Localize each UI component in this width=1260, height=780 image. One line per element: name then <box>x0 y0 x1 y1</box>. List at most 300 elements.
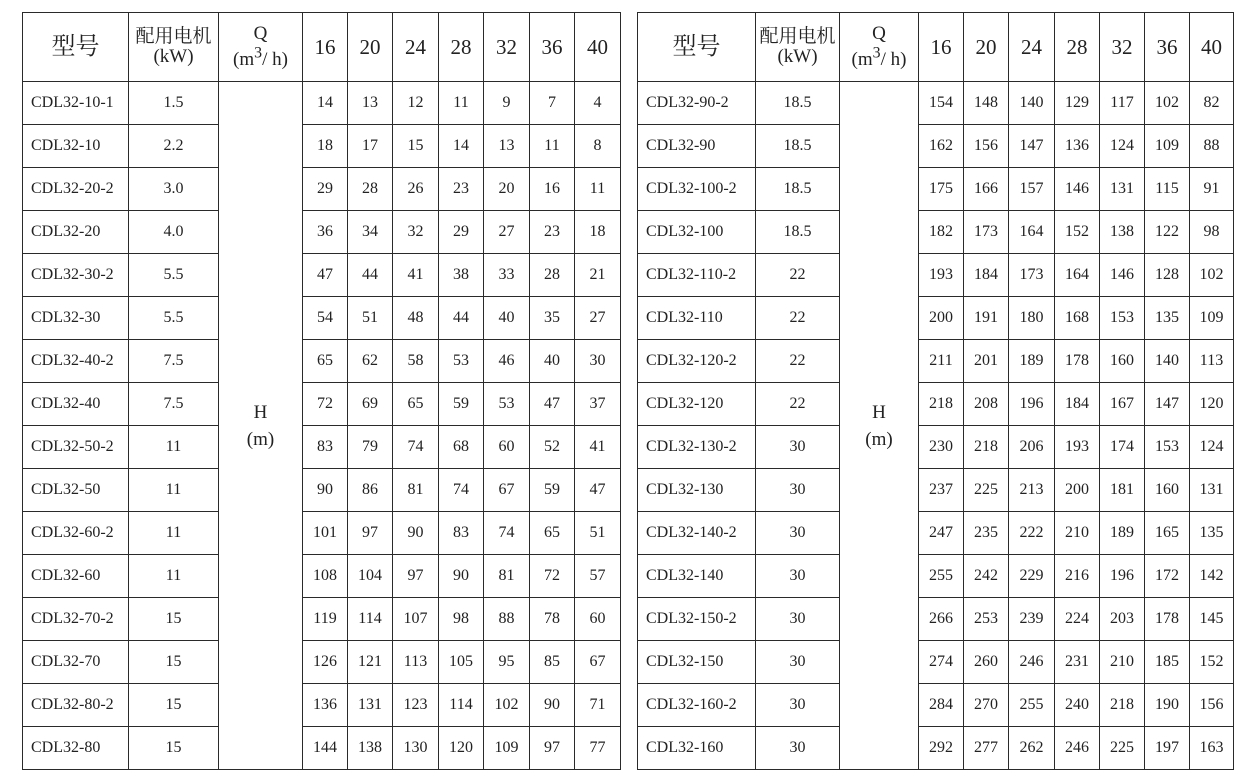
motor-header-label: 配用电机 <box>135 26 212 47</box>
table-row <box>23 168 621 211</box>
head-value-cell: 41 <box>575 426 621 469</box>
head-value-cell: 165 <box>1145 512 1190 555</box>
model-cell: CDL32-120-2 <box>638 340 756 383</box>
head-value-cell: 11 <box>575 168 621 211</box>
power-cell: 5.5 <box>129 297 219 340</box>
table-row <box>23 598 621 641</box>
table-row <box>23 426 621 469</box>
head-value-cell: 102 <box>484 684 530 727</box>
motor-header <box>129 13 219 82</box>
table-row <box>638 684 1234 727</box>
power-cell: 30 <box>756 598 840 641</box>
head-value-cell: 181 <box>1100 469 1145 512</box>
head-label: H <box>253 401 268 423</box>
header-row <box>638 13 1234 82</box>
flow-value-header: 20 <box>964 13 1009 82</box>
table-row <box>638 340 1234 383</box>
head-value-cell: 20 <box>484 168 530 211</box>
head-value-cell: 260 <box>964 641 1009 684</box>
head-value-cell: 225 <box>964 469 1009 512</box>
head-value-cell: 58 <box>393 340 439 383</box>
head-value-cell: 40 <box>484 297 530 340</box>
head-value-cell: 218 <box>919 383 964 426</box>
head-value-cell: 277 <box>964 727 1009 770</box>
head-value-cell: 46 <box>484 340 530 383</box>
head-value-cell: 79 <box>348 426 393 469</box>
power-cell: 18.5 <box>756 168 840 211</box>
power-cell: 4.0 <box>129 211 219 254</box>
head-value-cell: 95 <box>484 641 530 684</box>
model-cell: CDL32-30 <box>23 297 129 340</box>
flow-header-label: Q <box>872 22 886 44</box>
head-value-cell: 222 <box>1009 512 1055 555</box>
head-value-cell: 78 <box>530 598 575 641</box>
head-value-cell: 18 <box>575 211 621 254</box>
head-value-cell: 13 <box>348 82 393 125</box>
model-cell: CDL32-10 <box>23 125 129 168</box>
head-value-cell: 47 <box>530 383 575 426</box>
head-value-cell: 138 <box>348 727 393 770</box>
head-value-cell: 266 <box>919 598 964 641</box>
head-value-cell: 90 <box>439 555 484 598</box>
head-value-cell: 200 <box>1055 469 1100 512</box>
head-value-cell: 85 <box>530 641 575 684</box>
head-value-cell: 82 <box>1190 82 1234 125</box>
head-value-cell: 23 <box>439 168 484 211</box>
head-value-cell: 102 <box>1190 254 1234 297</box>
table-row <box>23 555 621 598</box>
flow-value-header: 20 <box>348 13 393 82</box>
model-cell: CDL32-130-2 <box>638 426 756 469</box>
power-cell: 22 <box>756 383 840 426</box>
flow-value-header: 28 <box>1055 13 1100 82</box>
head-value-cell: 11 <box>439 82 484 125</box>
head-value-cell: 157 <box>1009 168 1055 211</box>
head-value-cell: 4 <box>575 82 621 125</box>
head-value-cell: 14 <box>439 125 484 168</box>
table-row <box>23 125 621 168</box>
head-value-cell: 237 <box>919 469 964 512</box>
model-cell: CDL32-80 <box>23 727 129 770</box>
head-value-cell: 224 <box>1055 598 1100 641</box>
flow-value-header: 16 <box>919 13 964 82</box>
head-value-cell: 191 <box>964 297 1009 340</box>
head-value-cell: 128 <box>1145 254 1190 297</box>
power-cell: 11 <box>129 426 219 469</box>
table-row <box>638 82 1234 125</box>
head-value-cell: 109 <box>484 727 530 770</box>
head-value-cell: 154 <box>919 82 964 125</box>
head-value-cell: 74 <box>393 426 439 469</box>
head-value-cell: 90 <box>393 512 439 555</box>
head-value-cell: 12 <box>393 82 439 125</box>
power-cell: 1.5 <box>129 82 219 125</box>
head-value-cell: 190 <box>1145 684 1190 727</box>
head-value-cell: 129 <box>1055 82 1100 125</box>
head-unit-cell <box>840 82 919 770</box>
head-value-cell: 292 <box>919 727 964 770</box>
power-cell: 22 <box>756 297 840 340</box>
power-cell: 30 <box>756 512 840 555</box>
head-value-cell: 21 <box>575 254 621 297</box>
head-value-cell: 160 <box>1100 340 1145 383</box>
head-value-cell: 153 <box>1145 426 1190 469</box>
head-value-cell: 9 <box>484 82 530 125</box>
power-cell: 18.5 <box>756 125 840 168</box>
head-value-cell: 14 <box>303 82 348 125</box>
head-value-cell: 33 <box>484 254 530 297</box>
head-value-cell: 124 <box>1190 426 1234 469</box>
head-value-cell: 146 <box>1055 168 1100 211</box>
head-value-cell: 86 <box>348 469 393 512</box>
power-cell: 11 <box>129 512 219 555</box>
head-value-cell: 152 <box>1190 641 1234 684</box>
head-value-cell: 97 <box>530 727 575 770</box>
head-value-cell: 48 <box>393 297 439 340</box>
model-cell: CDL32-90 <box>638 125 756 168</box>
model-cell: CDL32-110 <box>638 297 756 340</box>
model-cell: CDL32-120 <box>638 383 756 426</box>
power-cell: 15 <box>129 684 219 727</box>
head-value-cell: 203 <box>1100 598 1145 641</box>
table-row <box>23 512 621 555</box>
head-value-cell: 114 <box>348 598 393 641</box>
model-header: 型号 <box>23 13 129 82</box>
power-cell: 3.0 <box>129 168 219 211</box>
head-value-cell: 28 <box>530 254 575 297</box>
table-row <box>638 383 1234 426</box>
flow-value-header: 16 <box>303 13 348 82</box>
flow-header-unit: ($m^3/$ h) <box>233 44 288 71</box>
model-cell: CDL32-40-2 <box>23 340 129 383</box>
head-value-cell: 196 <box>1100 555 1145 598</box>
head-value-cell: 235 <box>964 512 1009 555</box>
model-cell: CDL32-150-2 <box>638 598 756 641</box>
table-row <box>23 684 621 727</box>
head-value-cell: 211 <box>919 340 964 383</box>
head-value-cell: 193 <box>919 254 964 297</box>
table-row <box>23 211 621 254</box>
head-value-cell: 247 <box>919 512 964 555</box>
head-value-cell: 162 <box>919 125 964 168</box>
power-cell: 30 <box>756 727 840 770</box>
head-value-cell: 90 <box>530 684 575 727</box>
model-cell: CDL32-100-2 <box>638 168 756 211</box>
table-row <box>23 340 621 383</box>
head-value-cell: 108 <box>303 555 348 598</box>
head-value-cell: 27 <box>575 297 621 340</box>
model-cell: CDL32-140-2 <box>638 512 756 555</box>
head-value-cell: 121 <box>348 641 393 684</box>
model-cell: CDL32-50-2 <box>23 426 129 469</box>
model-cell: CDL32-30-2 <box>23 254 129 297</box>
table-row <box>23 469 621 512</box>
head-value-cell: 104 <box>348 555 393 598</box>
head-value-cell: 17 <box>348 125 393 168</box>
head-value-cell: 51 <box>348 297 393 340</box>
head-value-cell: 53 <box>484 383 530 426</box>
head-value-cell: 274 <box>919 641 964 684</box>
head-value-cell: 124 <box>1100 125 1145 168</box>
head-value-cell: 113 <box>1190 340 1234 383</box>
head-value-cell: 27 <box>484 211 530 254</box>
head-value-cell: 175 <box>919 168 964 211</box>
head-value-cell: 178 <box>1145 598 1190 641</box>
flow-value-header: 24 <box>1009 13 1055 82</box>
head-value-cell: 210 <box>1055 512 1100 555</box>
head-value-cell: 91 <box>1190 168 1234 211</box>
head-value-cell: 147 <box>1009 125 1055 168</box>
head-value-cell: 109 <box>1145 125 1190 168</box>
motor-header-label: 配用电机 <box>759 26 836 47</box>
head-unit: (m) <box>865 428 893 450</box>
head-value-cell: 18 <box>303 125 348 168</box>
flow-value-header: 24 <box>393 13 439 82</box>
head-value-cell: 240 <box>1055 684 1100 727</box>
head-value-cell: 115 <box>1145 168 1190 211</box>
head-value-cell: 60 <box>575 598 621 641</box>
head-value-cell: 90 <box>303 469 348 512</box>
power-cell: 30 <box>756 555 840 598</box>
head-value-cell: 270 <box>964 684 1009 727</box>
head-value-cell: 213 <box>1009 469 1055 512</box>
head-value-cell: 193 <box>1055 426 1100 469</box>
table-row <box>638 297 1234 340</box>
head-value-cell: 30 <box>575 340 621 383</box>
table-row <box>638 125 1234 168</box>
model-header: 型号 <box>638 13 756 82</box>
head-value-cell: 131 <box>348 684 393 727</box>
table-row <box>638 598 1234 641</box>
head-value-cell: 189 <box>1009 340 1055 383</box>
head-value-cell: 41 <box>393 254 439 297</box>
head-value-cell: 201 <box>964 340 1009 383</box>
head-value-cell: 8 <box>575 125 621 168</box>
head-value-cell: 216 <box>1055 555 1100 598</box>
head-value-cell: 156 <box>964 125 1009 168</box>
head-value-cell: 28 <box>348 168 393 211</box>
head-value-cell: 168 <box>1055 297 1100 340</box>
head-value-cell: 130 <box>393 727 439 770</box>
head-value-cell: 255 <box>919 555 964 598</box>
head-value-cell: 172 <box>1145 555 1190 598</box>
flow-header-label: Q <box>253 22 268 44</box>
head-value-cell: 11 <box>530 125 575 168</box>
head-value-cell: 72 <box>530 555 575 598</box>
head-value-cell: 34 <box>348 211 393 254</box>
head-value-cell: 81 <box>393 469 439 512</box>
head-value-cell: 123 <box>393 684 439 727</box>
table-row <box>23 297 621 340</box>
head-value-cell: 26 <box>393 168 439 211</box>
head-value-cell: 65 <box>303 340 348 383</box>
table-row <box>638 426 1234 469</box>
head-value-cell: 68 <box>439 426 484 469</box>
head-unit: (m) <box>246 428 275 450</box>
model-cell: CDL32-80-2 <box>23 684 129 727</box>
head-value-cell: 81 <box>484 555 530 598</box>
head-value-cell: 160 <box>1145 469 1190 512</box>
head-value-cell: 13 <box>484 125 530 168</box>
head-value-cell: 69 <box>348 383 393 426</box>
head-value-cell: 32 <box>393 211 439 254</box>
model-cell: CDL32-160 <box>638 727 756 770</box>
head-value-cell: 242 <box>964 555 1009 598</box>
head-value-cell: 196 <box>1009 383 1055 426</box>
head-value-cell: 117 <box>1100 82 1145 125</box>
model-cell: CDL32-140 <box>638 555 756 598</box>
flow-header-unit: ($m^3/$ h) <box>851 44 907 71</box>
head-value-cell: 246 <box>1055 727 1100 770</box>
head-value-cell: 163 <box>1190 727 1234 770</box>
head-value-cell: 184 <box>964 254 1009 297</box>
table-row <box>23 727 621 770</box>
model-cell: CDL32-160-2 <box>638 684 756 727</box>
head-value-cell: 239 <box>1009 598 1055 641</box>
model-cell: CDL32-60 <box>23 555 129 598</box>
power-cell: 15 <box>129 641 219 684</box>
head-value-cell: 23 <box>530 211 575 254</box>
head-value-cell: 206 <box>1009 426 1055 469</box>
power-cell: 2.2 <box>129 125 219 168</box>
head-value-cell: 59 <box>439 383 484 426</box>
head-value-cell: 47 <box>575 469 621 512</box>
head-value-cell: 65 <box>393 383 439 426</box>
head-value-cell: 174 <box>1100 426 1145 469</box>
head-value-cell: 231 <box>1055 641 1100 684</box>
head-value-cell: 210 <box>1100 641 1145 684</box>
head-value-cell: 44 <box>439 297 484 340</box>
head-value-cell: 97 <box>348 512 393 555</box>
head-value-cell: 184 <box>1055 383 1100 426</box>
head-value-cell: 229 <box>1009 555 1055 598</box>
head-value-cell: 38 <box>439 254 484 297</box>
motor-header-unit: (kW) <box>153 46 194 67</box>
head-value-cell: 109 <box>1190 297 1234 340</box>
head-value-cell: 156 <box>1190 684 1234 727</box>
head-value-cell: 97 <box>393 555 439 598</box>
model-cell: CDL32-90-2 <box>638 82 756 125</box>
header-row <box>23 13 621 82</box>
head-value-cell: 197 <box>1145 727 1190 770</box>
flow-value-header: 36 <box>530 13 575 82</box>
model-cell: CDL32-20-2 <box>23 168 129 211</box>
head-value-cell: 218 <box>964 426 1009 469</box>
head-value-cell: 37 <box>575 383 621 426</box>
head-value-cell: 29 <box>439 211 484 254</box>
model-cell: CDL32-100 <box>638 211 756 254</box>
table-row <box>23 254 621 297</box>
motor-header-unit: (kW) <box>777 46 818 67</box>
head-value-cell: 98 <box>1190 211 1234 254</box>
head-value-cell: 83 <box>303 426 348 469</box>
table-row <box>23 82 621 125</box>
head-value-cell: 135 <box>1190 512 1234 555</box>
head-value-cell: 77 <box>575 727 621 770</box>
head-value-cell: 67 <box>575 641 621 684</box>
model-cell: CDL32-10-1 <box>23 82 129 125</box>
head-value-cell: 35 <box>530 297 575 340</box>
head-value-cell: 147 <box>1145 383 1190 426</box>
power-cell: 15 <box>129 598 219 641</box>
head-value-cell: 101 <box>303 512 348 555</box>
head-value-cell: 120 <box>439 727 484 770</box>
head-value-cell: 88 <box>484 598 530 641</box>
power-cell: 30 <box>756 641 840 684</box>
head-value-cell: 119 <box>303 598 348 641</box>
head-value-cell: 16 <box>530 168 575 211</box>
power-cell: 7.5 <box>129 383 219 426</box>
head-value-cell: 166 <box>964 168 1009 211</box>
power-cell: 30 <box>756 684 840 727</box>
head-value-cell: 131 <box>1190 469 1234 512</box>
head-value-cell: 200 <box>919 297 964 340</box>
head-value-cell: 142 <box>1190 555 1234 598</box>
head-value-cell: 44 <box>348 254 393 297</box>
head-value-cell: 120 <box>1190 383 1234 426</box>
head-value-cell: 182 <box>919 211 964 254</box>
power-cell: 7.5 <box>129 340 219 383</box>
head-value-cell: 29 <box>303 168 348 211</box>
flow-header <box>840 13 919 82</box>
head-value-cell: 71 <box>575 684 621 727</box>
flow-value-header: 36 <box>1145 13 1190 82</box>
power-cell: 30 <box>756 469 840 512</box>
table-row <box>638 641 1234 684</box>
head-value-cell: 51 <box>575 512 621 555</box>
power-cell: 11 <box>129 555 219 598</box>
head-value-cell: 164 <box>1055 254 1100 297</box>
head-value-cell: 173 <box>1009 254 1055 297</box>
head-value-cell: 140 <box>1009 82 1055 125</box>
table-row <box>23 383 621 426</box>
head-value-cell: 74 <box>484 512 530 555</box>
head-value-cell: 72 <box>303 383 348 426</box>
head-value-cell: 88 <box>1190 125 1234 168</box>
head-unit-cell <box>219 82 303 770</box>
head-value-cell: 208 <box>964 383 1009 426</box>
head-value-cell: 136 <box>303 684 348 727</box>
head-value-cell: 126 <box>303 641 348 684</box>
model-cell: CDL32-50 <box>23 469 129 512</box>
head-value-cell: 255 <box>1009 684 1055 727</box>
head-value-cell: 40 <box>530 340 575 383</box>
power-cell: 11 <box>129 469 219 512</box>
head-value-cell: 59 <box>530 469 575 512</box>
head-value-cell: 52 <box>530 426 575 469</box>
table-row <box>638 727 1234 770</box>
head-value-cell: 146 <box>1100 254 1145 297</box>
model-cell: CDL32-110-2 <box>638 254 756 297</box>
head-value-cell: 113 <box>393 641 439 684</box>
table-row <box>638 168 1234 211</box>
head-value-cell: 138 <box>1100 211 1145 254</box>
head-value-cell: 230 <box>919 426 964 469</box>
pump-table-left <box>22 12 621 770</box>
head-value-cell: 65 <box>530 512 575 555</box>
table-row <box>23 641 621 684</box>
head-label: H <box>872 401 886 423</box>
head-value-cell: 47 <box>303 254 348 297</box>
head-value-cell: 60 <box>484 426 530 469</box>
flow-value-header: 28 <box>439 13 484 82</box>
pump-table-right <box>637 12 1234 770</box>
head-value-cell: 173 <box>964 211 1009 254</box>
head-value-cell: 83 <box>439 512 484 555</box>
head-value-cell: 152 <box>1055 211 1100 254</box>
head-value-cell: 114 <box>439 684 484 727</box>
head-value-cell: 284 <box>919 684 964 727</box>
